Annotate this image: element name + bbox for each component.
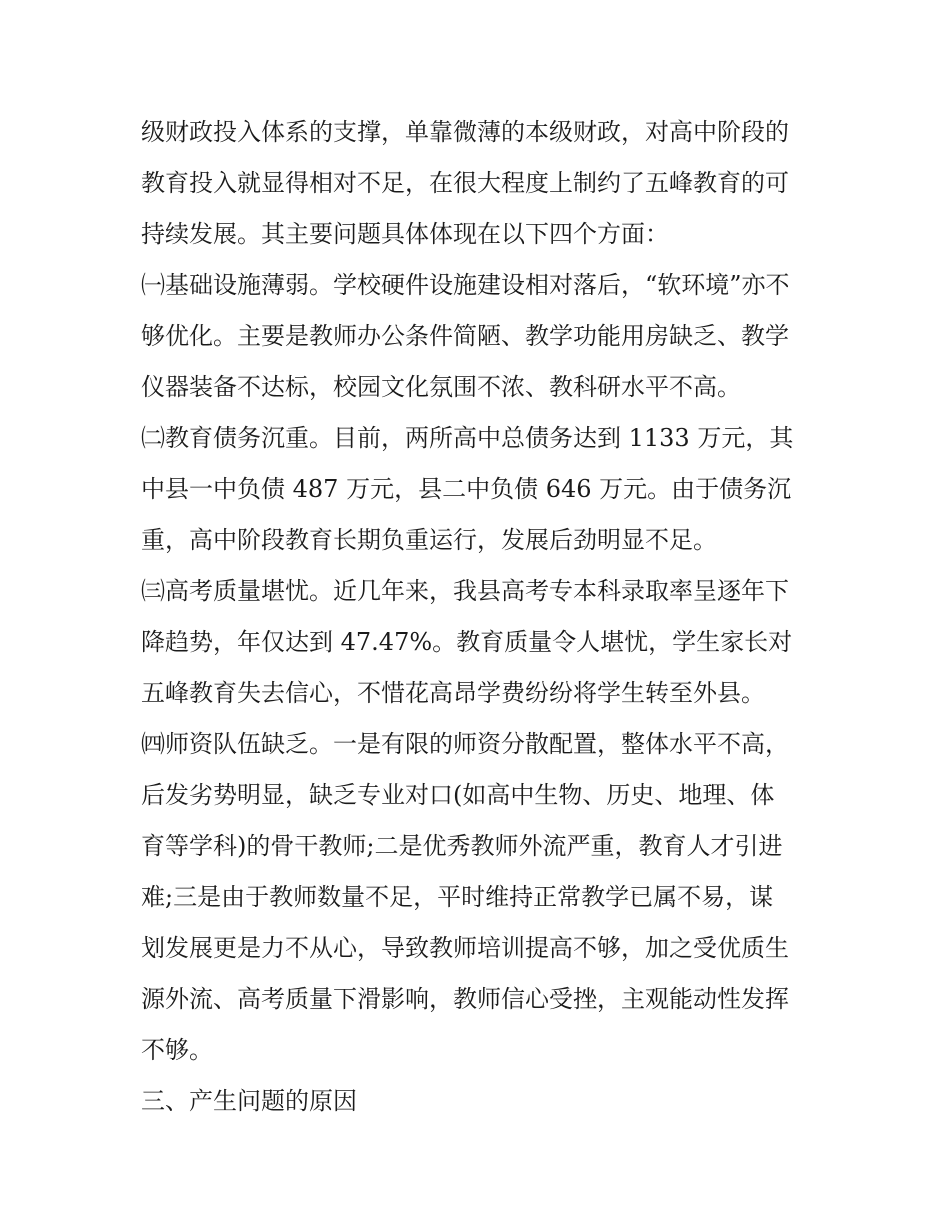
text-line: 后发劣势明显，缺乏专业对口(如高中生物、历史、地理、体 <box>141 781 775 809</box>
text-line: 五峰教育失去信心，不惜花高昂学费纷纷将学生转至外县。 <box>141 679 765 707</box>
text-line: 难;三是由于教师数量不足，平时维持正常教学已属不易，谋 <box>141 883 774 911</box>
text-line: 重，高中阶段教育长期负重运行，发展后劲明显不足。 <box>141 526 717 554</box>
text-line: 教育投入就显得相对不足，在很大程度上制约了五峰教育的可 <box>141 169 789 197</box>
text-line: 级财政投入体系的支撑，单靠微薄的本级财政，对高中阶段的 <box>141 118 789 146</box>
text-line: ㈠基础设施薄弱。学校硬件设施建设相对落后，“软环境”亦不 <box>141 271 790 299</box>
text-line: ㈡教育债务沉重。目前，两所高中总债务达到 1133 万元，其 <box>141 424 794 452</box>
text-line: ㈣师资队伍缺乏。一是有限的师资分散配置，整体水平不高， <box>141 730 789 758</box>
text-line: 划发展更是力不从心，导致教师培训提高不够，加之受优质生 <box>141 934 789 962</box>
text-line: 育等学科)的骨干教师;二是优秀教师外流严重，教育人才引进 <box>141 832 783 860</box>
body-text <box>141 107 831 1127</box>
text-line: 中县一中负债 487 万元，县二中负债 646 万元。由于债务沉 <box>141 475 792 503</box>
text-line: 持续发展。其主要问题具体体现在以下四个方面： <box>141 220 669 248</box>
text-line: 降趋势，年仅达到 47.47%。教育质量令人堪忧，学生家长对 <box>141 628 793 656</box>
text-line: 仪器装备不达标，校园文化氛围不浓、教科研水平不高。 <box>141 373 741 401</box>
text-line: 不够。 <box>141 1036 213 1064</box>
section-heading: 三、产生问题的原因 <box>141 1087 357 1115</box>
text-line: ㈢高考质量堪忧。近几年来，我县高考专本科录取率呈逐年下 <box>141 577 789 605</box>
text-line: 够优化。主要是教师办公条件简陋、教学功能用房缺乏、教学 <box>141 322 789 350</box>
text-line: 源外流、高考质量下滑影响，教师信心受挫，主观能动性发挥 <box>141 985 789 1013</box>
